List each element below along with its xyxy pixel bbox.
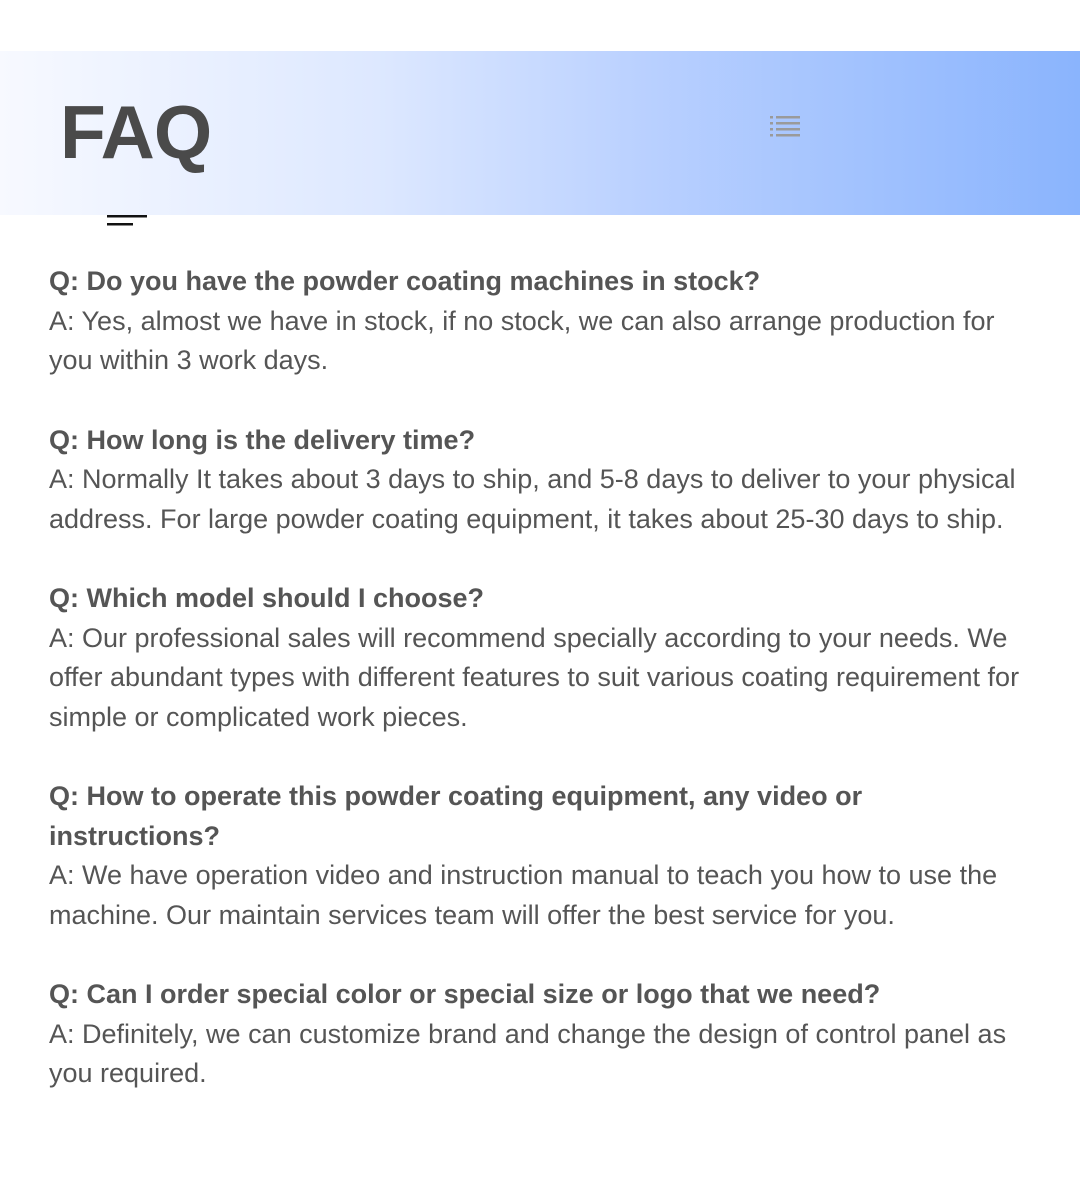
faq-question: Q: Can I order special color or special size or logo that we need? (49, 979, 881, 1009)
faq-answer: A: Our professional sales will recommend specially according to your needs. We offer abundant types with different features to suit various coating requirement for simple or complicated work pieces. (49, 622, 1020, 732)
faq-answer: A: We have operation video and instruction manual to teach you how to use the machine. Our maintain services team will offer the best service for you. (49, 860, 998, 930)
faq-answer: A: Definitely, we can customize brand and change the design of control panel as you required. (49, 1018, 1007, 1088)
faq-question: Q: Do you have the powder coating machines in stock? (49, 266, 761, 296)
faq-item (49, 579, 1039, 737)
faq-item (49, 777, 1039, 935)
faq-answer: A: Yes, almost we have in stock, if no stock, we can also arrange production for you within 3 work days. (49, 305, 995, 375)
page-title: FAQ (60, 90, 212, 174)
faq-question: Q: How long is the delivery time? (49, 424, 476, 455)
list-icon[interactable] (769, 114, 801, 140)
faq-item (49, 975, 1039, 1094)
faq-answer: A: Normally It takes about 3 days to ship, and 5-8 days to deliver to your physical address. For large powder coating equipment, it takes about 25-30 days to ship. (49, 464, 1016, 534)
title-underline-decoration (107, 213, 149, 229)
faq-question: Q: Which model should I choose? (49, 583, 485, 613)
faq-item (49, 421, 1039, 540)
faq-list (49, 262, 1039, 1134)
faq-item (49, 262, 1039, 381)
faq-question: Q: How to operate this powder coating equipment, any video or instructions? (49, 781, 863, 851)
